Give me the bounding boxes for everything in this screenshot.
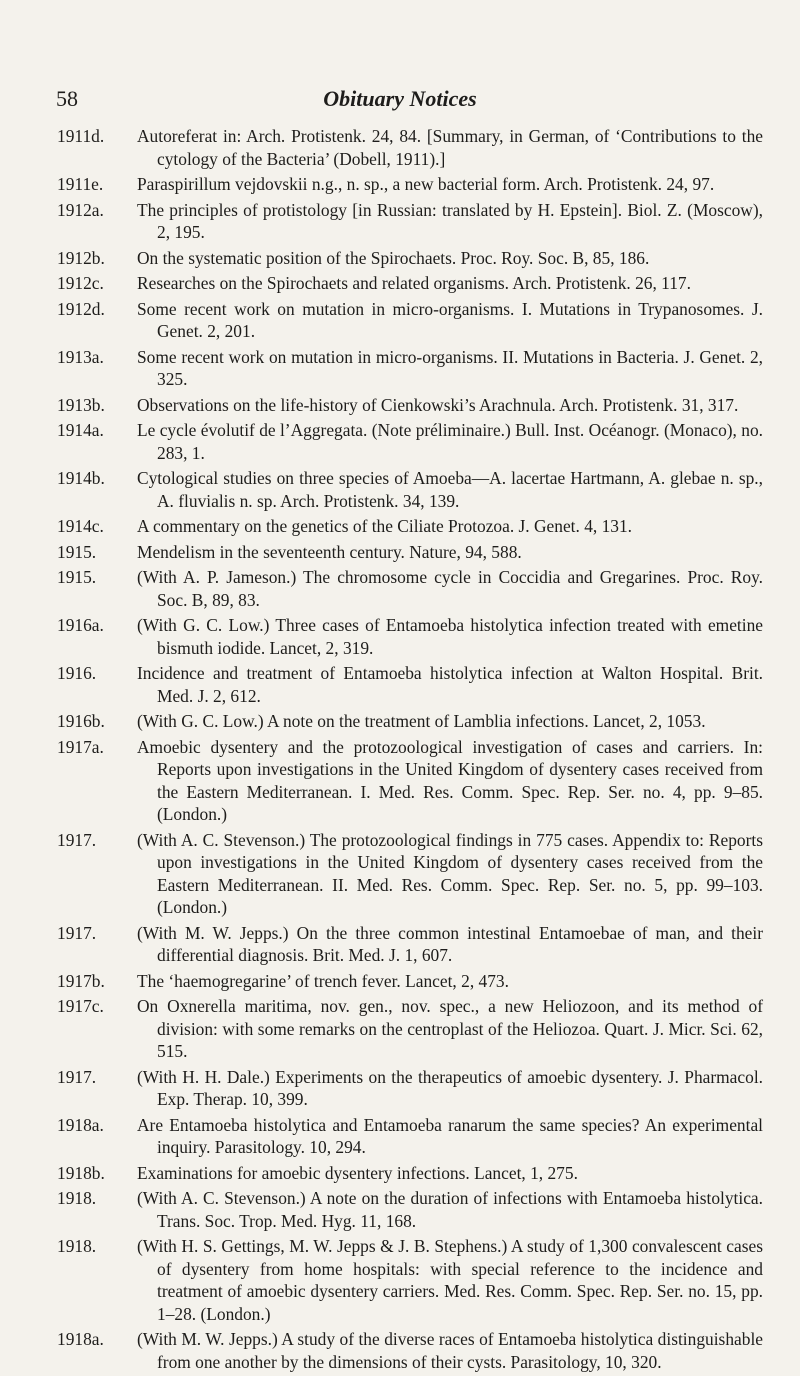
entry-citation: (With A. C. Stevenson.) The protozoological findings in 775 cases. Appendix to: Reports upon investigations in the United Kingdom of dysentery cases received from the Eastern Mediterranean. II. Med. Res. Comm. Spec. Rep. Ser. no. 5, pp. 99–103. (London.)	[137, 829, 763, 917]
entry-year: 1912d.	[57, 298, 105, 319]
entry-year: 1918.	[57, 1236, 97, 1256]
bibliography-entry	[57, 970, 763, 993]
entry-year: 1917.	[57, 829, 97, 850]
running-title: Obituary Notices	[323, 86, 477, 111]
bibliography-entry	[57, 736, 763, 826]
bibliography-entry	[57, 1187, 763, 1232]
entry-citation: Cytological studies on three species of Amoeba—A. lacertae Hartmann, A. glebae n. sp., A. fluvialis n. sp. Arch. Protistenk. 34, 139.	[137, 468, 763, 511]
entry-citation: (With A. C. Stevenson.) A note on the duration of infections with Entamoeba histolytica. Trans. Soc. Trop. Med. Hyg. 11, 168.	[137, 1188, 763, 1231]
bibliography-entry	[57, 1162, 763, 1185]
bibliography-entry	[57, 467, 763, 512]
page-header	[0, 86, 800, 120]
entry-year: 1917.	[57, 1066, 97, 1087]
entry-year: 1918b.	[57, 1162, 105, 1183]
entry-year: 1915.	[57, 541, 97, 562]
entry-citation: A commentary on the genetics of the Ciliate Protozoa. J. Genet. 4, 131.	[137, 516, 633, 536]
bibliography-entry	[57, 346, 763, 391]
entry-citation: Some recent work on mutation in micro-organisms. I. Mutations in Trypanosomes. J. Genet. 2, 201.	[137, 298, 763, 341]
bibliography-entry	[57, 614, 763, 659]
entry-citation: Observations on the life-history of Cienkowski’s Arachnula. Arch. Protistenk. 31, 317.	[137, 394, 739, 415]
entry-citation: Amoebic dysentery and the protozoological investigation of cases and carriers. In: Reports upon investigations in the United Kingdom of dysentery cases received from the Eastern Mediterranean. I. Med. Res. Comm. Spec. Rep. Ser. no. 4, pp. 9–85. (London.)	[137, 736, 763, 824]
entry-year: 1915.	[57, 567, 97, 587]
entry-year: 1914b.	[57, 468, 105, 488]
bibliography-entry	[57, 247, 763, 270]
entry-citation: Le cycle évolutif de l’Aggregata. (Note préliminaire.) Bull. Inst. Océanogr. (Monaco), no. 283, 1.	[137, 420, 763, 463]
entry-year: 1917.	[57, 922, 97, 943]
entry-year: 1917c.	[57, 996, 104, 1016]
entry-citation: (With A. P. Jameson.) The chromosome cycle in Coccidia and Gregarines. Proc. Roy. Soc. B, 89, 83.	[137, 567, 763, 610]
entry-citation: The principles of protistology [in Russian: translated by H. Epstein]. Biol. Z. (Moscow), 2, 195.	[137, 199, 763, 242]
bibliography-entry	[57, 541, 763, 564]
bibliography-entry	[57, 662, 763, 707]
entry-citation: (With H. S. Gettings, M. W. Jepps & J. B. Stephens.) A study of 1,300 convalescent cases of dysentery from home hospitals: with special reference to the incidence and treatment of amoebic dysentery carriers. Med. Res. Comm. Spec. Rep. Ser. no. 15, pp. 1–28. (London.)	[137, 1236, 763, 1324]
entry-citation: Paraspirillum vejdovskii n.g., n. sp., a new bacterial form. Arch. Protistenk. 24, 97.	[137, 174, 715, 194]
entry-year: 1914a.	[57, 420, 104, 440]
entry-year: 1916b.	[57, 711, 105, 731]
entry-citation: Mendelism in the seventeenth century. Nature, 94, 588.	[137, 541, 522, 562]
entry-citation: (With M. W. Jepps.) A study of the diverse races of Entamoeba histolytica distinguishable from one another by the dimensions of their cysts. Parasitology, 10, 320.	[137, 1329, 763, 1372]
bibliography-entry	[57, 272, 763, 295]
entry-year: 1918.	[57, 1188, 97, 1208]
entry-year: 1911e.	[57, 174, 104, 194]
entry-citation: The ‘haemogregarine’ of trench fever. Lancet, 2, 473.	[137, 970, 509, 991]
bibliography-entry	[57, 922, 763, 967]
bibliography-entry	[57, 995, 763, 1063]
entry-citation: (With G. C. Low.) Three cases of Entamoeba histolytica infection treated with emetine bismuth iodide. Lancet, 2, 319.	[137, 615, 763, 658]
entry-year: 1918a.	[57, 1114, 104, 1135]
bibliography-entry	[57, 1114, 763, 1159]
entry-citation: Incidence and treatment of Entamoeba histolytica infection at Walton Hospital. Brit. Med. J. 2, 612.	[137, 663, 763, 706]
entry-citation: Are Entamoeba histolytica and Entamoeba ranarum the same species? An experimental inquiry. Parasitology. 10, 294.	[137, 1114, 763, 1157]
bibliography-entry	[57, 298, 763, 343]
entry-citation: (With H. H. Dale.) Experiments on the therapeutics of amoebic dysentery. J. Pharmacol. Exp. Therap. 10, 399.	[137, 1066, 763, 1109]
bibliography-entry	[57, 829, 763, 919]
page-number: 58	[56, 86, 78, 111]
bibliography-entry	[57, 1066, 763, 1111]
entry-year: 1917a.	[57, 736, 104, 757]
entry-year: 1913b.	[57, 394, 105, 415]
entry-citation: Some recent work on mutation in micro-organisms. II. Mutations in Bacteria. J. Genet. 2, 325.	[137, 346, 763, 389]
bibliography-entry	[57, 173, 763, 196]
bibliography-entry	[57, 566, 763, 611]
bibliography-entry	[57, 515, 763, 538]
entry-citation: Examinations for amoebic dysentery infections. Lancet, 1, 275.	[137, 1162, 578, 1183]
entry-year: 1911d.	[57, 126, 105, 146]
bibliography-entry	[57, 1235, 763, 1325]
entry-year: 1913a.	[57, 346, 104, 367]
entry-year: 1918a.	[57, 1329, 104, 1349]
bibliography-entry	[57, 710, 763, 733]
bibliography-entry	[57, 199, 763, 244]
bibliography-entry	[57, 419, 763, 464]
bibliography-entry	[57, 1328, 763, 1373]
entry-year: 1917b.	[57, 970, 105, 991]
entry-citation: Researches on the Spirochaets and related organisms. Arch. Protistenk. 26, 117.	[137, 273, 691, 293]
entry-year: 1916.	[57, 663, 97, 683]
entry-year: 1916a.	[57, 615, 104, 635]
entry-citation: (With G. C. Low.) A note on the treatment of Lamblia infections. Lancet, 2, 1053.	[137, 711, 706, 731]
entry-year: 1914c.	[57, 516, 104, 536]
entry-citation: (With M. W. Jepps.) On the three common intestinal Entamoebae of man, and their differential diagnosis. Brit. Med. J. 1, 607.	[137, 922, 763, 965]
bibliography-list	[57, 125, 763, 1376]
entry-year: 1912c.	[57, 273, 104, 293]
entry-year: 1912b.	[57, 247, 105, 268]
entry-citation: On the systematic position of the Spirochaets. Proc. Roy. Soc. B, 85, 186.	[137, 247, 650, 268]
entry-year: 1912a.	[57, 199, 104, 220]
entry-citation: On Oxnerella maritima, nov. gen., nov. spec., a new Heliozoon, and its method of division: with some remarks on the centroplast of the Heliozoa. Quart. J. Micr. Sci. 62, 515.	[137, 996, 763, 1061]
bibliography-entry	[57, 394, 763, 417]
bibliography-entry	[57, 125, 763, 170]
entry-citation: Autoreferat in: Arch. Protistenk. 24, 84. [Summary, in German, of ‘Contributions to the cytology of the Bacteria’ (Dobell, 1911).]	[137, 126, 763, 169]
